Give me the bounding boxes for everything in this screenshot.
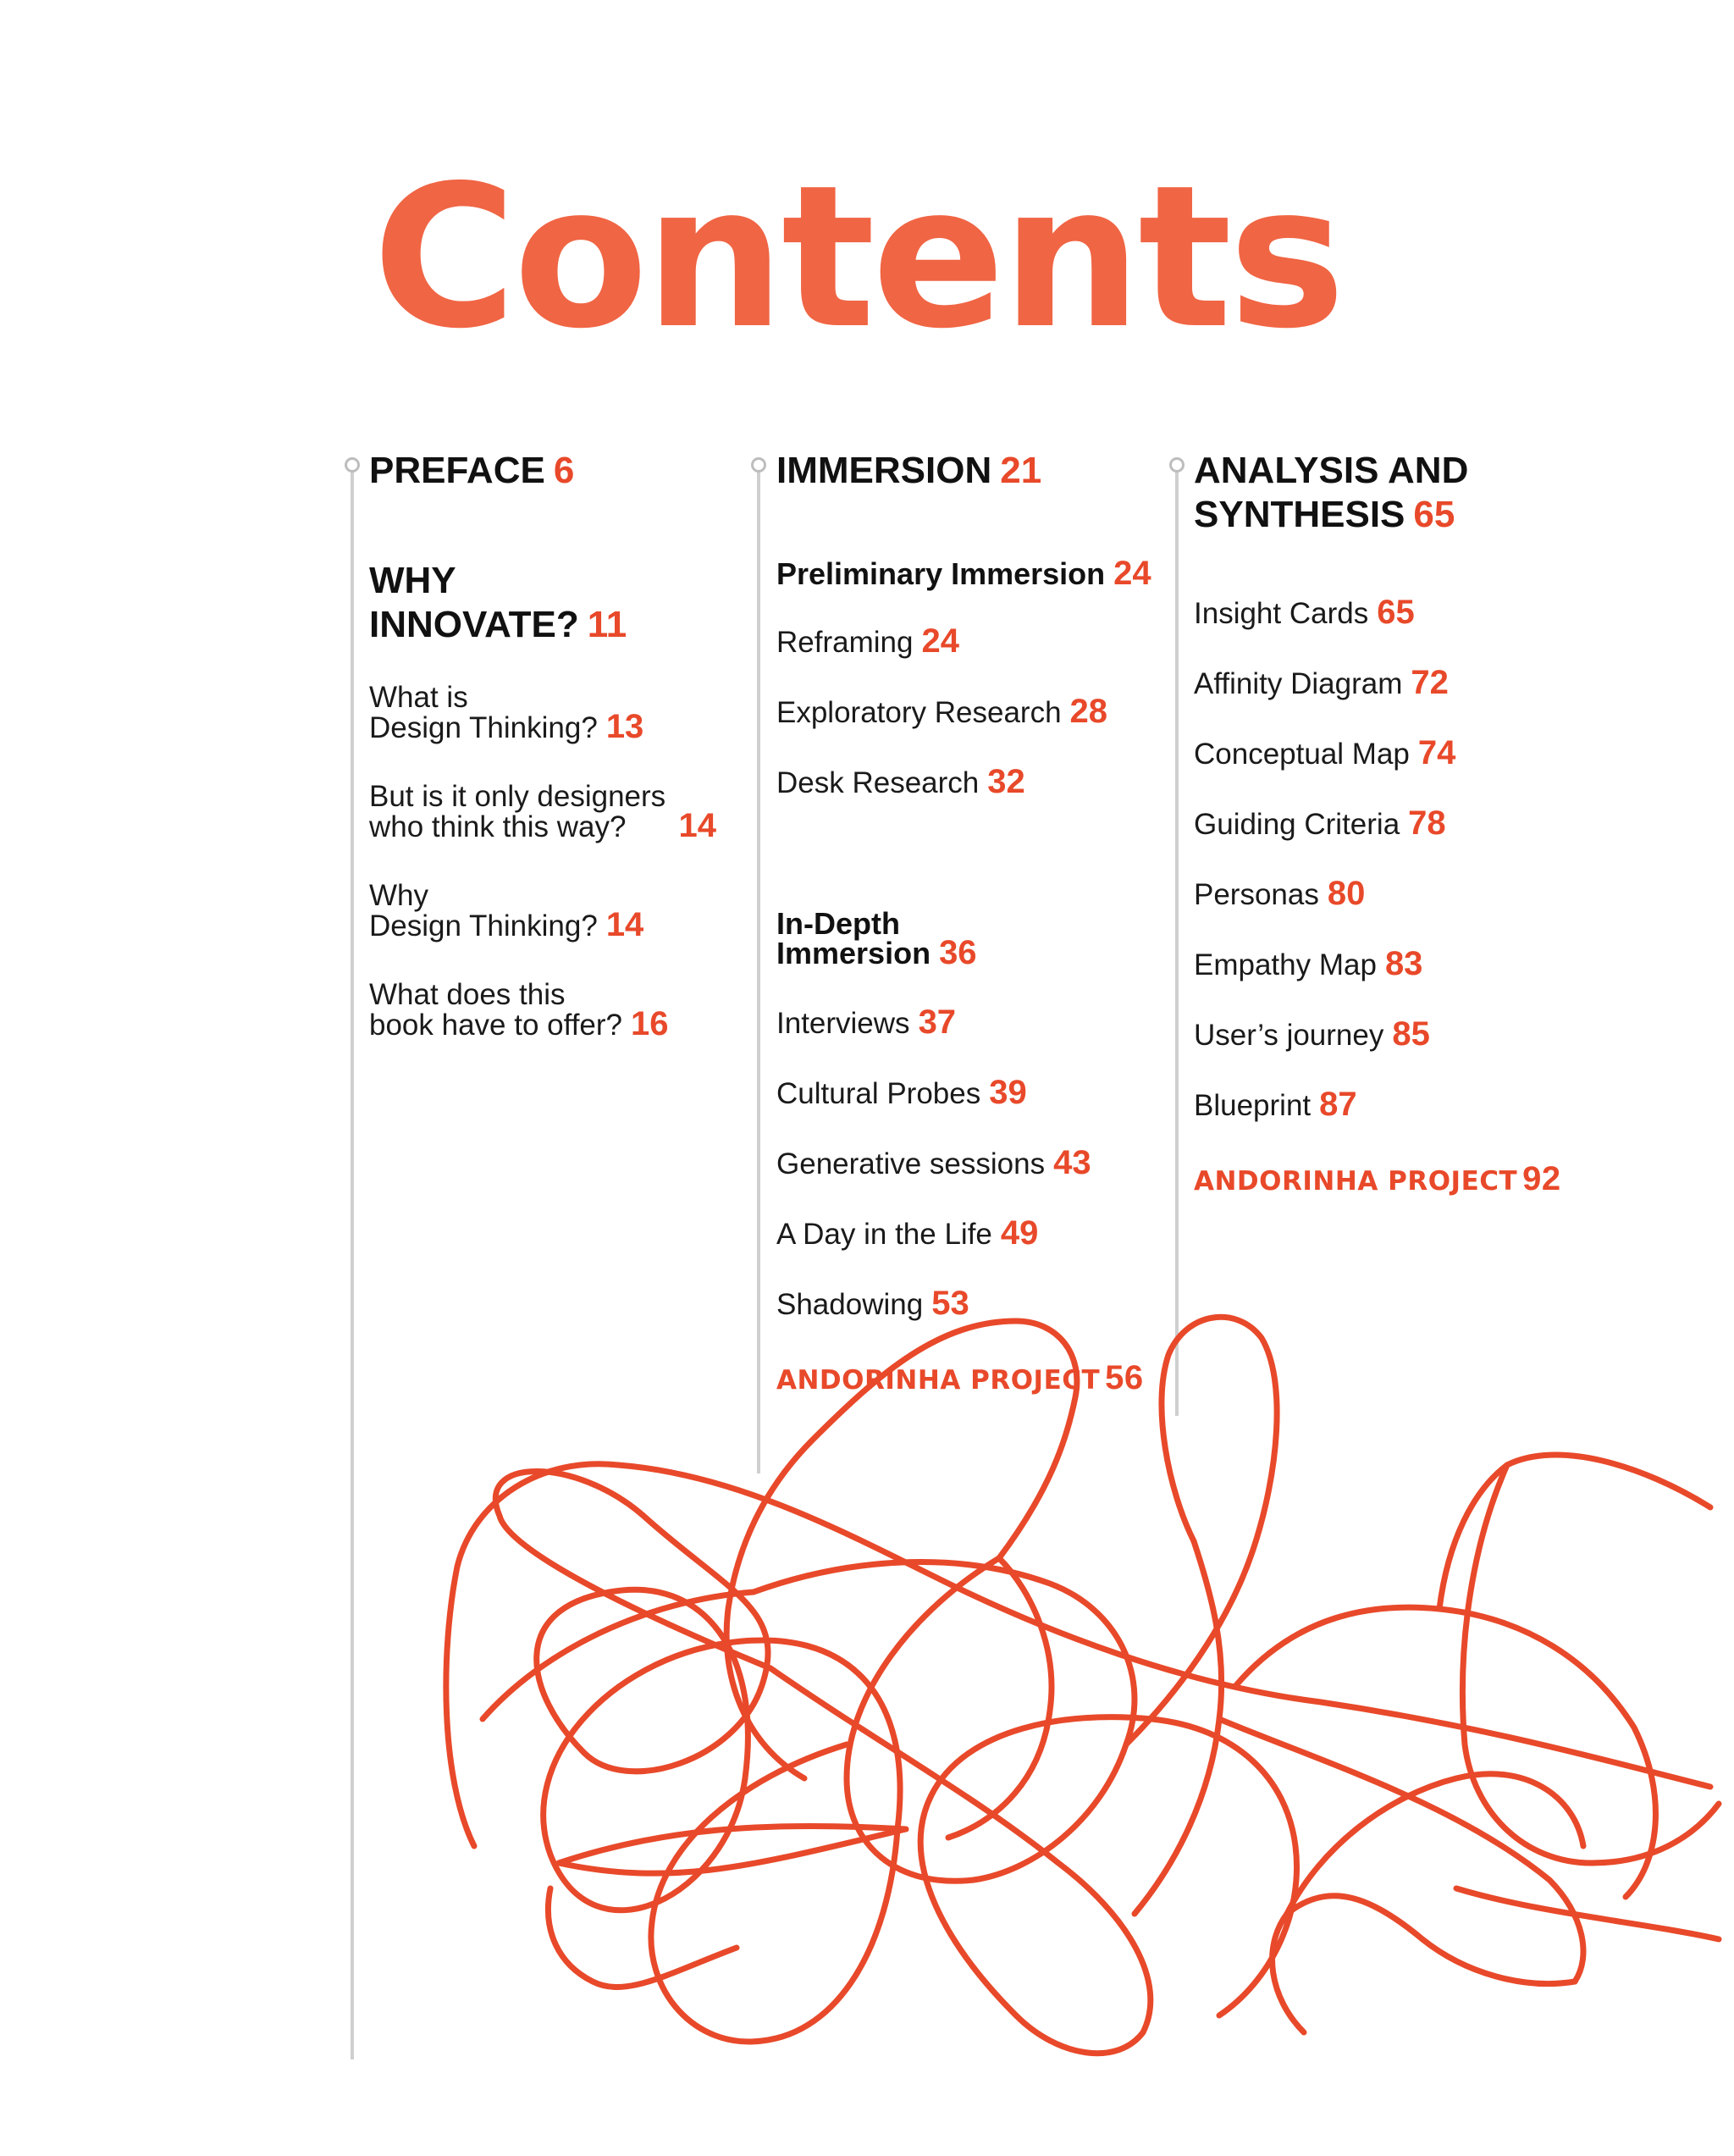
entry-label: Interviews bbox=[776, 1007, 910, 1040]
heading-label: WHY bbox=[369, 560, 456, 601]
subsection-label: Preliminary Immersion bbox=[776, 556, 1106, 591]
entry-label: Why bbox=[369, 879, 428, 912]
scribble-stroke bbox=[446, 1464, 618, 1846]
entry-label: Personas bbox=[1194, 878, 1319, 911]
scribble-stroke bbox=[1439, 1455, 1710, 1609]
project-label: ANDORINHA PROJECT bbox=[776, 1365, 1101, 1396]
page-number: 43 bbox=[1053, 1144, 1091, 1181]
entry-label: Reframing bbox=[776, 626, 914, 659]
entry-label: Blueprint bbox=[1194, 1089, 1312, 1122]
entry-label: But is it only designers bbox=[369, 780, 666, 813]
entry-label: book have to offer? bbox=[369, 1009, 623, 1042]
page-number: 32 bbox=[987, 763, 1025, 800]
page-number: 39 bbox=[989, 1074, 1027, 1111]
subsection-label: In-Depth bbox=[776, 906, 900, 941]
entry-label: Shadowing bbox=[776, 1288, 924, 1321]
scribble-stroke bbox=[770, 1668, 1151, 2054]
scribble-stroke bbox=[618, 1465, 1710, 1787]
page-number: 83 bbox=[1384, 945, 1423, 982]
page-number: 28 bbox=[1069, 693, 1108, 730]
entry-label: Empathy Map bbox=[1194, 948, 1377, 981]
entry-label: A Day in the Life bbox=[776, 1218, 992, 1251]
page-number: 14 bbox=[605, 906, 644, 943]
heading-label: ANALYSIS AND bbox=[1194, 450, 1469, 491]
entry-label: Guiding Criteria bbox=[1194, 808, 1400, 841]
scribble-stroke bbox=[483, 1592, 754, 1719]
page-number: 16 bbox=[631, 1005, 669, 1042]
scribble-stroke bbox=[559, 1826, 906, 1873]
entry-label: Conceptual Map bbox=[1194, 738, 1410, 771]
page-number: 6 bbox=[553, 450, 575, 491]
page-title: Contents bbox=[373, 143, 1343, 372]
entry-label: Design Thinking? bbox=[369, 909, 598, 943]
scribble-stroke bbox=[651, 1744, 897, 2042]
heading-label: SYNTHESIS bbox=[1194, 494, 1405, 535]
entry-label: Insight Cards bbox=[1194, 597, 1369, 630]
entry-label: who think this way? bbox=[369, 810, 627, 843]
page-number: 14 bbox=[678, 807, 716, 844]
scribble-stroke bbox=[1273, 1914, 1304, 2032]
heading-label: PREFACE bbox=[369, 450, 545, 491]
scribble-stroke bbox=[1456, 1888, 1719, 1939]
page-number: 24 bbox=[1113, 555, 1151, 592]
scribble-stroke bbox=[728, 1321, 1077, 1609]
page-number: 24 bbox=[921, 622, 959, 660]
page-number: 80 bbox=[1327, 875, 1366, 912]
project-label: ANDORINHA PROJECT bbox=[1194, 1166, 1518, 1197]
page-number: 92 bbox=[1522, 1160, 1561, 1197]
scribble-stroke bbox=[920, 1717, 1296, 2015]
page-number: 74 bbox=[1417, 734, 1456, 771]
entry-label: What does this bbox=[369, 978, 566, 1011]
page-number: 56 bbox=[1105, 1359, 1144, 1396]
entry-label: Generative sessions bbox=[776, 1147, 1046, 1180]
entry-label: User’s journey bbox=[1194, 1019, 1384, 1052]
entry-label: Affinity Diagram bbox=[1194, 667, 1403, 700]
page-number: 13 bbox=[605, 708, 644, 745]
entry-label: Design Thinking? bbox=[369, 711, 598, 744]
entry-label: Desk Research bbox=[776, 766, 980, 799]
heading-label: IMMERSION bbox=[776, 450, 992, 491]
page-number: 36 bbox=[939, 934, 977, 971]
scribble-stroke bbox=[548, 1888, 737, 1987]
scribble-stroke bbox=[1462, 1465, 1719, 1863]
page-number: 49 bbox=[1000, 1214, 1039, 1252]
page-number: 87 bbox=[1319, 1086, 1357, 1123]
page-number: 78 bbox=[1408, 804, 1446, 842]
subsection-label: Immersion bbox=[776, 936, 931, 970]
page-number: 72 bbox=[1411, 664, 1449, 701]
page-number: 37 bbox=[918, 1003, 957, 1041]
entry-label: Cultural Probes bbox=[776, 1077, 981, 1110]
page-number: 11 bbox=[587, 604, 627, 645]
heading-label: INNOVATE? bbox=[369, 604, 579, 645]
scribble-stroke bbox=[1135, 1541, 1222, 1914]
page-number: 65 bbox=[1413, 494, 1455, 535]
entry-label: What is bbox=[369, 681, 468, 714]
page-number: 21 bbox=[1000, 450, 1042, 491]
page-number: 85 bbox=[1392, 1015, 1430, 1053]
page-number: 53 bbox=[931, 1285, 969, 1322]
scribble-stroke bbox=[1287, 1774, 1583, 1914]
page-number: 65 bbox=[1377, 594, 1415, 631]
entry-label: Exploratory Research bbox=[776, 696, 1062, 729]
